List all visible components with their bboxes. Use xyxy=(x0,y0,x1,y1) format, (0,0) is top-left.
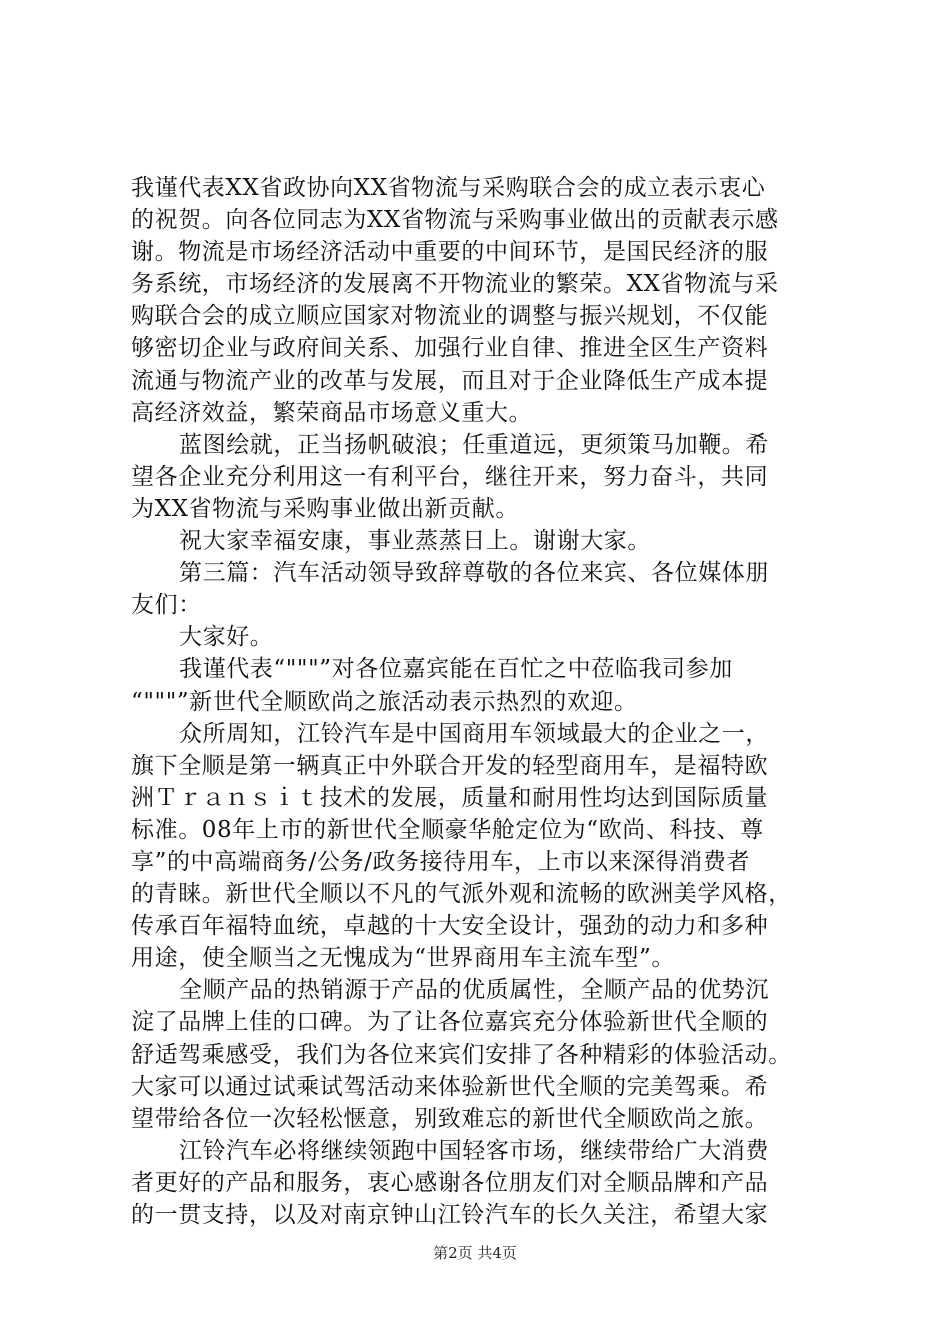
text-line: 舒适驾乘感受，我们为各位来宾们安排了各种精彩的体验活动。 xyxy=(131,1041,792,1068)
body-text xyxy=(131,172,847,1231)
text-line: 标准。08年上市的新世代全顺豪华舱定位为“欧尚、科技、尊 xyxy=(131,816,764,843)
text-line: 旗下全顺是第一辆真正中外联合开发的轻型商用车，是福特欧 xyxy=(131,752,769,779)
text-line: 的一贯支持，以及对南京钟山江铃汽车的长久关注，希望大家 xyxy=(131,1202,769,1228)
text-line: 我谨代表XX省政协向XX省物流与采购联合会的成立表示衷心 xyxy=(131,175,766,201)
text-line: 友们： xyxy=(131,592,202,619)
text-line: 大家可以通过试乘试驾活动来体验新世代全顺的完美驾乘。希 xyxy=(131,1073,769,1100)
text-line: 高经济效益，繁荣商品市场意义重大。 xyxy=(131,399,533,426)
text-line: 为XX省物流与采购事业做出新贡献。 xyxy=(131,495,519,522)
text-line: 够密切企业与政府间关系、加强行业自律、推进全区生产资料 xyxy=(131,335,769,362)
text-line: 购联合会的成立顺应国家对物流业的调整与振兴规划，不仅能 xyxy=(131,303,769,330)
text-line: 用途，使全顺当之无愧成为“世界商用车主流车型”。 xyxy=(131,945,675,972)
text-line: 享”的中高端商务/公务/政务接待用车，上市以来深得消费者 xyxy=(131,848,751,875)
text-line: 的祝贺。向各位同志为XX省物流与采购事业做出的贡献表示感 xyxy=(131,207,779,234)
text-line: 务系统，市场经济的发展离不开物流业的繁荣。XX省物流与采 xyxy=(131,271,779,298)
text-line: 第三篇：汽车活动领导致辞尊敬的各位来宾、各位媒体朋 xyxy=(179,560,769,587)
text-line: 望带给各位一次轻松惬意，别致难忘的新世代全顺欧尚之旅。 xyxy=(131,1105,769,1132)
text-line: 传承百年福特血统，卓越的十大安全设计，强劲的动力和多种 xyxy=(131,913,769,940)
text-line: 祝大家幸福安康，事业蒸蒸日上。谢谢大家。 xyxy=(179,528,651,555)
page-footer: 第2页 共4页 xyxy=(433,1244,517,1262)
text-line: 大家好。 xyxy=(179,624,274,651)
text-line: 者更好的产品和服务，衷心感谢各位朋友们对全顺品牌和产品 xyxy=(131,1169,769,1196)
text-line: “"""”新世代全顺欧尚之旅活动表示热烈的欢迎。 xyxy=(131,688,638,715)
text-line: 淀了品牌上佳的口碑。为了让各位嘉宾充分体验新世代全顺的 xyxy=(131,1009,769,1036)
text-line: 江铃汽车必将继续领跑中国轻客市场，继续带给广大消费 xyxy=(179,1137,769,1164)
text-line: 众所周知，江铃汽车是中国商用车领域最大的企业之一， xyxy=(179,720,769,747)
text-line: 洲Ｔｒａｎｓｉｔ技术的发展，质量和耐用性均达到国际质量 xyxy=(131,784,769,811)
text-line: 望各企业充分利用这一有利平台，继往开来，努力奋斗，共同 xyxy=(131,463,769,490)
text-line: 的青睐。新世代全顺以不凡的气派外观和流畅的欧洲美学风格， xyxy=(131,881,792,908)
text-line: 谢。物流是市场经济活动中重要的中间环节，是国民经济的服 xyxy=(131,239,769,266)
text-line: 全顺产品的热销源于产品的优质属性，全顺产品的优势沉 xyxy=(179,977,769,1004)
text-line: 流通与物流产业的改革与发展，而且对于企业降低生产成本提 xyxy=(131,367,769,394)
text-line: 蓝图绘就，正当扬帆破浪；任重道远，更须策马加鞭。希 xyxy=(179,431,769,458)
text-line: 我谨代表“"""”对各位嘉宾能在百忙之中莅临我司参加 xyxy=(179,656,733,683)
